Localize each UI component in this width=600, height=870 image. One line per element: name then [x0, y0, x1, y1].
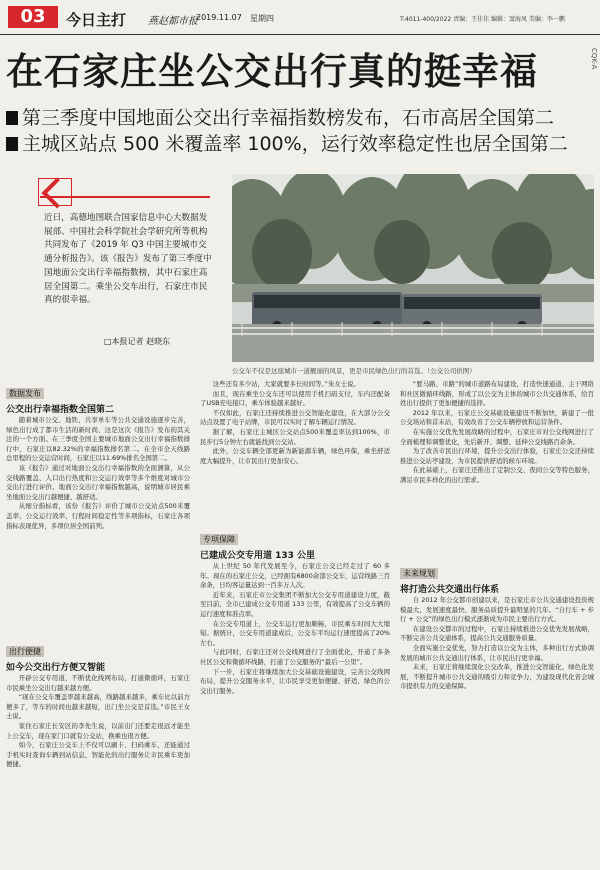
col2b-para: 从上世纪 50 年代发展至今，石家庄公交已经走过了 60 多年。现在的石家庄公交，已经拥有6800余部公交车，运营线路三百余条，日均客运量达到一百多万人次。 — [200, 562, 390, 590]
col3b-body — [400, 596, 594, 866]
bus-photo — [232, 174, 594, 362]
col1-heading: 公交出行幸福指数全国第二 — [6, 405, 115, 415]
col1b-para: 家住石家庄长安区的李先生说，以前出门还要走很远才能坐上公交车，现在家门口就有公交站，换乘也很方便。 — [6, 721, 190, 740]
subheadline-2-text: 主城区站点 500 米覆盖率 100%，运行效率稳定性也居全国第二 — [22, 133, 568, 155]
col1b-para: 开辟公交专用道，不断优化线网布局，打通微循环，石家庄市民乘坐公交出行越来越方便。 — [6, 674, 190, 692]
col3b-para: 未来，石家庄将继续深化公交改革，推进公交智能化、绿色化发展，不断提升城市公共交通的吸引力和竞争力，为建设现代化省会城市提供有力的交通保障。 — [400, 663, 594, 691]
col2-body — [200, 380, 390, 528]
subheadline-1 — [6, 106, 594, 130]
col2-para: 这些还有多少站，大家就要多长时间等。”朱女士说。 — [212, 380, 360, 388]
subheadline-1-text: 第三季度中国地面公交出行幸福指数榜发布，石市高居全国第二 — [22, 107, 555, 129]
square-bullet-icon — [6, 111, 18, 125]
col3b-para: 在建设公交都市的过程中，石家庄持续推进公交优先发展战略，不断完善公共交通体系，提高公共交通服务质量。 — [400, 624, 594, 643]
col1b-para: 如今，石家庄公交车上不仅可以刷卡、扫码乘车，还能通过手机实时查询车辆到站信息，智能化的出行服务让市民乘车更加便捷。 — [6, 741, 190, 769]
col1b-tag: 出行便捷 — [6, 646, 44, 657]
col1-para: 该《报告》通过对地面公交出行幸福指数的全面测算，从公交线路覆盖、人口出行热度和公交运行效率等多个维度对城市公交出行进行评价。地面公交出行幸福指数越高，说明城市居民乘坐地面公交出行越便捷、越舒适。 — [6, 463, 190, 501]
side-label: CQK-A — [590, 48, 598, 70]
issue-date: 2019.11.07 — [196, 13, 242, 22]
photo-caption: 公交车不仅是这座城市一道靓丽的风景，更是市民绿色出行的首选。（公交公司供图） — [232, 367, 476, 375]
col3-para: 在此基础上，石家庄还推出了定制公交、夜间公交等特色服务，满足市民多样化的出行需求。 — [400, 466, 594, 484]
bus-photo-image — [232, 174, 594, 362]
subheadline-2 — [6, 132, 594, 156]
paper-name: 燕赵都市报 — [148, 16, 198, 27]
col3b-para: 自 2012 年公交都市创建以来，是石家庄市公共交通建设投资规模最大、发展速度最快、服务品质提升最明显的几年。“自行车 + 步行 + 公交”的绿色出行模式逐渐成为市民主要出行方式。 — [400, 596, 594, 624]
intro-text: 近日，高德地图联合国家信息中心大数据发展部、中国社会科学院社会学研究所等机构共同发布了《2019 年 Q3 中国主要城市交通分析报告》。该《报告》发布了第三季度中国地面公交出行幸福指数榜，其中石家庄高居全国第二。乘坐公交车出行，石家庄市民真的很幸福。 — [44, 213, 212, 306]
col2b-para: 近年来，石家庄市公交集团不断加大公交专用道建设力度，截至目前，全市已建成公交专用道 133 公里，有效提高了公交车辆的运行速度和准点率。 — [200, 590, 390, 618]
editor-info: T:4011-400/2022 责编：王佳佳 编辑：窦海凤 美编：李一鹏 — [400, 16, 565, 23]
col1-para: 随着城市公交、地铁、共享单车等公共交通设施逐步完善，绿色出行成了都市生活的新时尚，这是这次《报告》发布的其关注的一个方面。在三季度全国主要城市地面公交出行幸福指数排行中，石家庄以82.32%的幸福指数排名第二。在全市全天线路总里程的公交运营时间，石家庄以11.69%排名全国第二。 — [6, 416, 190, 463]
col2b-para: 与此同时，石家庄还对公交线网进行了全面优化，开通了多条社区公交和微循环线路，打通了公交服务的“最后一公里”。 — [200, 648, 390, 666]
col3-para: “要马路、市路”的城市道路布局建设，打造快速通道、主干网络和社区微循环线路，形成了以公交为主体的城市公共交通体系，给百姓出行提供了更加便捷的选择。 — [400, 380, 594, 408]
col2-tag: 专项保障 — [200, 534, 238, 545]
col2b-body — [200, 562, 390, 866]
col1-body — [6, 416, 190, 638]
col2-para: 而且，现在乘坐公交车还可以使用手机扫码支付，车内还配备了USB充电接口，乘车体验越来越好。 — [200, 389, 390, 408]
col3-para: 为了改善市民出行环境，提升公交出行体验，石家庄公交还持续推进公交站亭建设，为市民提供舒适的候车环境。 — [400, 447, 594, 465]
col2b-para: 下一步，石家庄将继续加大公交基础设施建设，完善公交线网布局，提升公交服务水平，让市民享受更加便捷、舒适、绿色的公交出行服务。 — [200, 667, 390, 695]
square-bullet-icon — [6, 137, 18, 151]
intro-divider — [40, 196, 210, 198]
col1b-para: “现在公交车覆盖率越来越高，线路越来越多，乘车比以前方便多了，等车的时间也越来越短，出门坐公交是首选。”市民王女士说。 — [6, 693, 190, 721]
col3-body — [400, 380, 594, 562]
col1-tag: 数据发布 — [6, 388, 44, 399]
issue-weekday: 星期四 — [250, 14, 274, 23]
headline: 在石家庄坐公交出行真的挺幸福 — [6, 50, 538, 93]
page-number: 03 — [8, 6, 58, 28]
col1-para: 从细分指标看，该份《报告》评价了城市公交站点500米覆盖率、公交运行效率、行程时间稳定性等多项指标，石家庄各项指标表现优异，多项位居全国前列。 — [6, 502, 190, 530]
col1b-heading: 如今公交出行方便又智能 — [6, 663, 106, 673]
col3-para: 在实施公交优先发展战略的过程中，石家庄市对公交线网进行了全面梳理和调整优化，先后新开、调整、延伸公交线路百余条。 — [400, 427, 594, 446]
col2-para: 据了解，石家庄主城区公交站点500米覆盖率达到100%，市民步行5分钟左右就能找到公交站。 — [200, 427, 390, 446]
section-name: 今日主打 — [66, 11, 127, 29]
col2-para: 不仅如此，石家庄还持续推进公交智能化建设，在大部分公交站点设置了电子站牌，市民可以实时了解车辆运行情况。 — [200, 408, 390, 427]
col2-heading: 已建成公交专用道 133 公里 — [200, 551, 316, 561]
col2-para: 此外，公交车辆全部更新为新能源车辆，绿色环保，乘坐舒适度大幅提升，让市民出行更加安心。 — [200, 447, 390, 465]
col3-heading: 将打造公共交通出行体系 — [400, 585, 500, 595]
page-header — [0, 0, 600, 35]
col3-tag: 未来规划 — [400, 568, 438, 579]
col3b-para: 全面实施公交优先，努力打造以公交为主体，多种出行方式协调发展的城市公共交通出行体系，让市民出行更幸福。 — [400, 643, 594, 662]
col3-para: 2012 年以来，石家庄公交基础设施建设不断加快，新建了一批公交场站和首末站，有效改善了公交车辆停放和运营条件。 — [400, 408, 594, 427]
byline: □本报记者 赵晓东 — [104, 337, 171, 346]
col1b-body — [6, 674, 190, 866]
col2b-para: 在公交专用道上，公交车运行更加顺畅，市民乘车时间大大缩短。据统计，公交专用道建成后，公交车平均运行速度提高了20%左右。 — [200, 619, 390, 647]
